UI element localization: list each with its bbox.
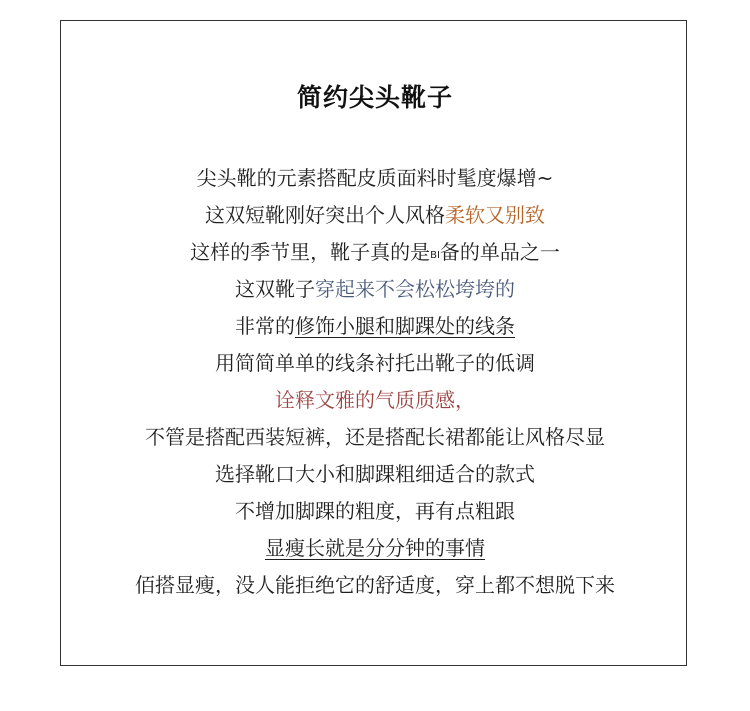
text-line-1: 尖头靴的元素搭配皮质面料时髦度爆增~ <box>196 166 554 190</box>
text-line-11 <box>0 530 750 567</box>
text-line-6: 用简简单单的线条衬托出靴子的低调 <box>215 351 535 375</box>
text-line-12: 佰搭显瘦，没人能拒绝它的舒适度，穿上都不想脱下来 <box>135 573 615 597</box>
highlight-elegant: 诠释文雅的气质质感， <box>275 388 475 412</box>
text-block <box>0 160 750 604</box>
highlight-fit: 穿起来不会松松垮垮的 <box>315 277 515 301</box>
underlined-phrase: 修饰小腿和脚踝处的线条 <box>295 314 515 338</box>
text-line-3: 这样的季节里，靴子真的是BI备的单品之一 <box>190 240 560 264</box>
small-letters: BI <box>430 250 440 261</box>
text-line-8: 不管是搭配西装短裤，还是搭配长裙都能让风格尽显 <box>145 425 605 449</box>
text-line-2: 这双短靴刚好突出个人风格柔软又别致 <box>205 203 545 227</box>
text-line-10: 不增加脚踝的粗度，再有点粗跟 <box>235 499 515 523</box>
highlight-soft: 柔软又别致 <box>445 203 545 227</box>
text-line-7 <box>0 382 750 419</box>
text-line-9: 选择靴口大小和脚踝粗细适合的款式 <box>215 462 535 486</box>
underlined-phrase: 显瘦长就是分分钟的事情 <box>265 536 485 560</box>
text-line-4: 这双靴子穿起来不会松松垮垮的 <box>235 277 515 301</box>
text-line-5: 非常的修饰小腿和脚踝处的线条 <box>235 314 515 338</box>
page-title: 简约尖头靴子 <box>296 83 453 112</box>
